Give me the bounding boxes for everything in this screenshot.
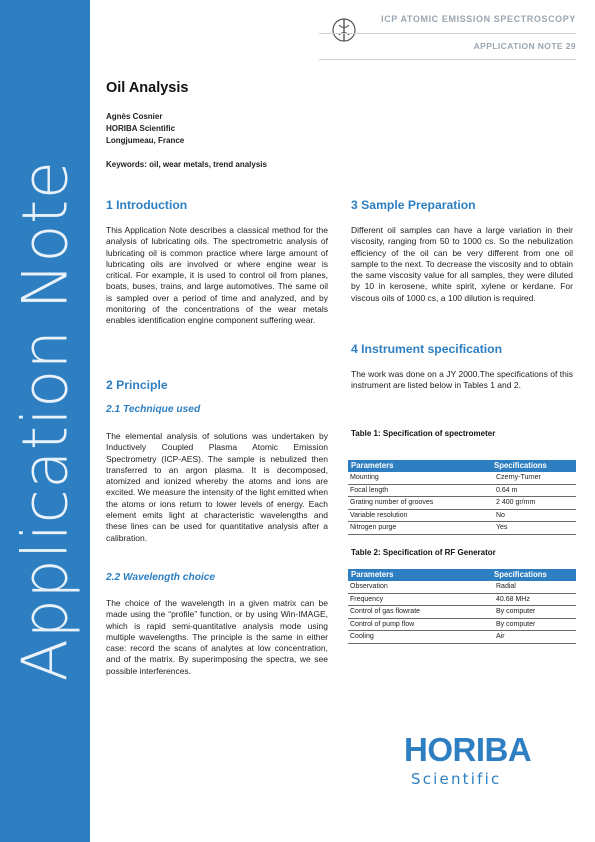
table-cell: 0.64 m — [494, 484, 576, 497]
table-cell: By computer — [494, 606, 576, 619]
table-cell: 2 400 gr/mm — [494, 497, 576, 510]
column-header: Specifications — [494, 460, 576, 472]
table-row — [348, 509, 576, 522]
table-row — [348, 618, 576, 631]
subsection-heading-wavelength: 2.2 Wavelength choice — [106, 572, 216, 583]
table-cell: Mounting — [348, 472, 494, 484]
table-header-row — [348, 569, 576, 581]
column-header: Parameters — [348, 569, 494, 581]
column-header: Specifications — [494, 569, 576, 581]
sample-preparation-text: Different oil samples can have a large variation in their viscosity, ranging from 50 to 1000 cs. So the nebulization efficiency of the oil can be very different from one oil sample to the next. To decrease the viscosity and to obtain the same viscosity value for all samples, they were diluted by 10 in kerosene, white spirit, xylene or kerdane. For viscous oils of 1000 cs, a 100 dilution is required. — [351, 225, 573, 303]
table-cell: Frequency — [348, 593, 494, 606]
page-title: Oil Analysis — [106, 80, 189, 96]
table-cell: Radial — [494, 581, 576, 593]
table-cell: By computer — [494, 618, 576, 631]
section-heading-principle: 2 Principle — [106, 378, 168, 392]
keywords: Keywords: oil, wear metals, trend analysis — [106, 160, 267, 169]
table-row — [348, 606, 576, 619]
table-header-row — [348, 460, 576, 472]
sidebar-band — [0, 0, 90, 842]
header-divider — [319, 59, 576, 60]
table-cell: Variable resolution — [348, 509, 494, 522]
section-heading-instrument: 4 Instrument specification — [351, 342, 503, 356]
note-number: APPLICATION NOTE 29 — [473, 41, 576, 51]
table-cell: Observation — [348, 581, 494, 593]
author-organization: HORIBA Scientific — [106, 124, 176, 133]
table-cell: Czerny-Turner — [494, 472, 576, 484]
table-row — [348, 581, 576, 593]
table-cell: Yes — [494, 522, 576, 535]
table-cell: No — [494, 509, 576, 522]
table1-caption: Table 1: Specification of spectrometer — [351, 429, 496, 438]
table-row — [348, 522, 576, 535]
table-row — [348, 472, 576, 484]
table-row — [348, 593, 576, 606]
table-cell: Air — [494, 631, 576, 644]
author-location: Longjumeau, France — [106, 136, 185, 145]
horiba-logo: HORIBA — [404, 731, 532, 768]
table-cell: Nitrogen purge — [348, 522, 494, 535]
introduction-text: This Application Note describes a classical method for the analysis of lubricating oils. The spectrometric analysis of lubricating oil is common practice where large amount of lubricating oils are involved or where engine wear is critical. For example, it is used to control oil from planes, boats, buses, trains, and large automotives. The same oil is sampled over a period of time and analyzed, and by monitoring of the concentrations of the wear metals enables identification engine component suffering wear. — [106, 225, 328, 326]
series-label: ICP ATOMIC EMISSION SPECTROSCOPY — [381, 14, 576, 24]
table-row — [348, 497, 576, 510]
table2-caption: Table 2: Specification of RF Generator — [351, 548, 496, 557]
subsection-heading-technique: 2.1 Technique used — [106, 404, 201, 415]
table-cell: Grating number of grooves — [348, 497, 494, 510]
horiba-emblem-icon — [330, 16, 358, 44]
header-divider — [319, 33, 576, 34]
table-row — [348, 631, 576, 644]
column-header: Parameters — [348, 460, 494, 472]
technique-text: The elemental analysis of solutions was undertaken by Inductively Coupled Plasma Atomic Emission Spectrometry (ICP-AES). The sample is nebulized then transferred to an argon plasma. It is decomposed, atomized and ionized whereby the atoms and ions are excited. We measure the intensity of the light emitted when the atoms or ions return to lower levels of energy. Each element emits light at characteristic wavelengths and these lines can be used for quantitative analysis after a calibration. — [106, 431, 328, 543]
instrument-text: The work was done on a JY 2000.The specifications of this instrument are listed below in Tables 1 and 2. — [351, 369, 573, 391]
table-cell: Control of pump flow — [348, 618, 494, 631]
table-cell: Cooling — [348, 631, 494, 644]
section-heading-sample-preparation: 3 Sample Preparation — [351, 198, 476, 212]
sidebar-title: Application Note — [8, 160, 82, 682]
section-heading-introduction: 1 Introduction — [106, 198, 188, 212]
wavelength-text: The choice of the wavelength in a given matrix can be made using the “profile” function, or by using Win-IMAGE, which is rapid semi-quantitative analysis mode using multiple wavelengths. The principle is the same in either case: record the scans of analytes at low concentration, and of the matrix. By superimposing the spectra, we see possible interferences. — [106, 598, 328, 676]
author-name: Agnès Cosnier — [106, 112, 163, 121]
horiba-logo-subtitle: Scientific — [411, 770, 502, 788]
table-cell: 40.68 MHz — [494, 593, 576, 606]
spectrometer-spec-table — [348, 460, 576, 535]
rf-generator-spec-table — [348, 569, 576, 644]
table-cell: Focal length — [348, 484, 494, 497]
table-row — [348, 484, 576, 497]
table-cell: Control of gas flowrate — [348, 606, 494, 619]
